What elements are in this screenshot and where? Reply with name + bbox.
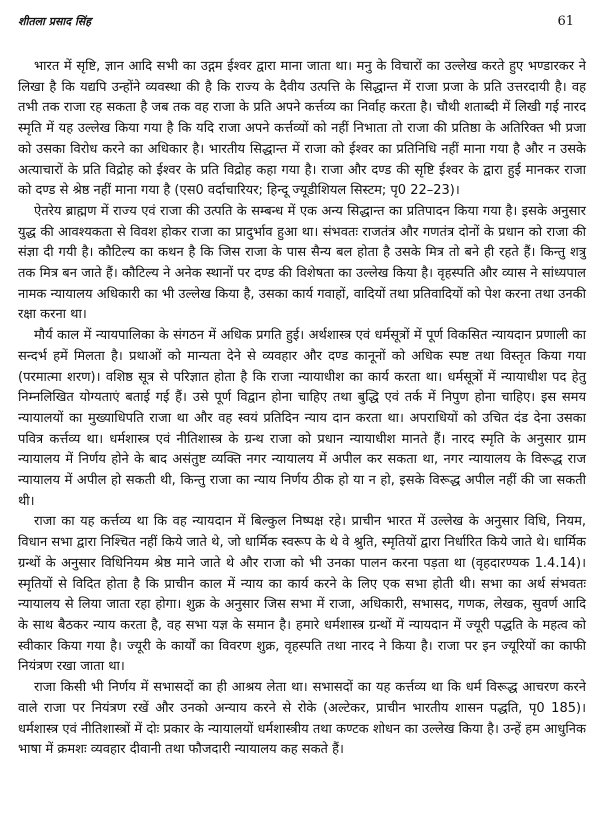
paragraph-5: राजा किसी भी निर्णय में सभासदों का ही आश्रय लेता था। सभासदों का यह कर्त्तव्य था कि धर्म विरूद्ध आचरण करने वाले राजा पर नियंत्रण रखें और उनको अन्याय करने से रोके (अल्टेकर, प्राचीन भारतीय शासन पद्धति, पृ0 185)। धर्मशास्त्र एवं नीतिशास्त्रों में दोः प्रकार के न्यायालयों धर्मशास्त्रीय तथा कण्टक शोधन का उल्लेख किया है। उन्हें हम आधुनिक भाषा में क्रमशः व्यवहार दीवानी तथा फौजदारी न्यायालय कह सकते हैं। <box>18 680 586 758</box>
body-text <box>18 57 586 761</box>
paragraph-3: मौर्य काल में न्यायपालिका के संगठन में अधिक प्रगति हुई। अर्थशास्त्र एवं धर्मसूत्रों में पूर्ण विकसित न्यायदान प्रणाली का सन्दर्भ हमें मिलता है। प्रथाओं को मान्यता देने से व्यवहार और दण्ड कानूनों को अधिक स्पष्ट तथा विस्तृत किया गया (परमात्मा शरण)। वशिष्ठ सूत्र से परिज्ञात होता है कि राजा न्यायाधीश का कार्य करता था। धर्मसूत्रों में न्यायाधीश पद हेतु निम्नलिखित योग्यताएं बताई गई हैं। उसे पूर्ण विद्वान होना चाहिए तथा बुद्धि एवं तर्क में निपुण होना चाहिए। इस समय न्यायालयों का मुख्याधिपति राजा था और वह स्वयं प्रतिदिन न्याय दान करता था। अपराधियों को उचित दंड देना उसका पवित्र कर्त्तव्य था। धर्मशास्त्र एवं नीतिशास्त्र के ग्रन्थ राजा को प्रधान न्यायाधीश मानते हैं। नारद स्मृति के अनुसार ग्राम न्यायालय में निर्णय होने के बाद असंतुष्ट व्यक्ति नगर न्यायालय में अपील कर सकता था, नगर न्यायालय के विरूद्ध राज न्यायालय में अपील हो सकती थी, किन्तु राजा का न्याय निर्णय ठीक हो या न हो, इसके विरूद्ध अपील नहीं की जा सकती थी। <box>18 328 586 509</box>
paragraph-1: भारत में सृष्टि, ज्ञान आदि सभी का उद्गम ईश्वर द्वारा माना जाता था। मनु के विचारों का उल्लेख करते हुए भण्डारकर ने लिखा है कि यद्यपि उन्होंने व्यवस्था की है कि राज्य के दैवीय उत्पत्ति के सिद्धान्त में राजा प्रजा के प्रति उत्तरदायी है। वह तभी तक राजा रह सकता है जब तक वह राजा के प्रति अपने कर्त्तव्य का निर्वाह करता है। चौथी शताब्दी में लिखी गई नारद स्मृति में यह उल्लेख किया गया है कि यदि राजा अपने कर्त्तव्यों को नहीं निभाता तो राजा की प्रतिष्ठा के अतिरिक्त भी प्रजा को उसका विरोध करने का अधिकार है। भारतीय सिद्धान्त में राजा को ईश्वर का प्रतिनिधि नहीं माना गया है और न उसके अत्याचारों के प्रति विद्रोह को ईश्वर के प्रति विद्रोह कहा गया है। राजा और दण्ड की सृष्टि ईश्वर के द्वारा हुई मानकर राजा को दण्ड से श्रेष्ठ नहीं माना गया है (एस0 वर्दाचारियर; हिन्दू ज्यूडीशियल सिस्टम; पृ0 22–23)। <box>18 59 586 199</box>
paragraph-4: राजा का यह कर्त्तव्य था कि वह न्यायदान में बिल्कुल निष्पक्ष रहे। प्राचीन भारत में उल्लेख के अनुसार विधि, नियम, विधान सभा द्वारा निश्चित नहीं किये जाते थे, जो धार्मिक स्वरूप के थे वे श्रुति, स्मृतियों द्वारा निर्धारित किये जाते थे। धार्मिक ग्रन्थों के अनुसार विधिनियम श्रेष्ठ माने जाते थे और राजा को भी उनका पालन करना पड़ता था (वृहदारण्यक 1.4.14)। स्मृतियों से विदित होता है कि प्राचीन काल में न्याय का कार्य करने के लिए एक सभा होती थी। सभा का अर्थ संभवतः न्यायालय से लिया जाता रहा होगा। शुक्र के अनुसार जिस सभा में राजा, अधिकारी, सभासद, गणक, लेखक, सुवर्ण आदि के साथ बैठकर न्याय करता है, वह सभा यज्ञ के समान है। हमारे धर्मशास्त्र ग्रन्थों में न्यायदान में ज्यूरी पद्धति के महत्व को स्वीकार किया गया है। ज्यूरी के कार्यों का विवरण शुक्र, वृहस्पति तथा नारद ने किया है। राजा पर इन ज्यूरियों का काफी नियंत्रण रखा जाता था। <box>18 514 586 675</box>
running-head-author: शीतला प्रसाद सिंह <box>18 15 92 28</box>
page-number: 61 <box>557 14 574 29</box>
page-header <box>18 14 582 32</box>
paragraph-2: ऐतरेय ब्राह्मण में राज्य एवं राजा की उत्पति के सम्बन्ध में एक अन्य सिद्धान्त का प्रतिपादन किया गया है। इसके अनुसार युद्ध की आवश्यकता से विवश होकर राजा का प्रादुर्भाव हुआ था। संभवतः राजतंत्र और गणतंत्र दोनों के प्रधान को राजा की संज्ञा दी गयी है। कौटिल्य का कथन है कि जिस राजा के पास सैन्य बल होता है उसके मित्र तो बने ही रहते हैं। किन्तु शत्रु तक मित्र बन जाते हैं। कौटिल्य ने अनेक स्थानों पर दण्ड की विशेषता का उल्लेख किया है। वृहस्पति और व्यास ने सांध्यपाल नामक न्यायालय अधिकारी का भी उल्लेख किया है, उसका कार्य गवाहों, वादियों तथा प्रतिवादियों को पेश करना तथा उनकी रक्षा करना था। <box>18 203 586 323</box>
